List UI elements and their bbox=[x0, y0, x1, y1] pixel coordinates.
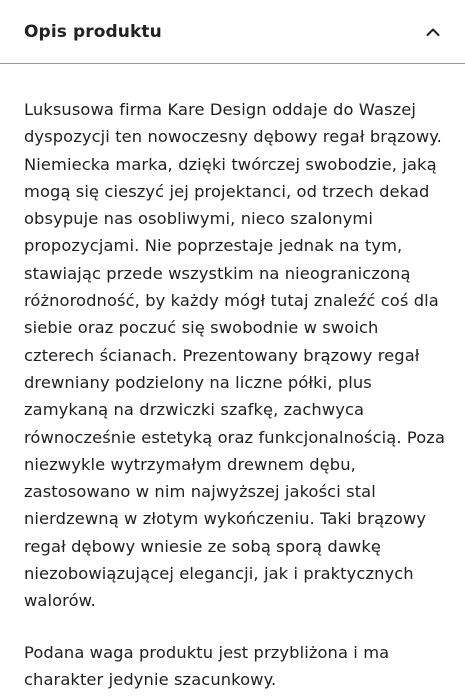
description-paragraph: Luksusowa firma Kare Design oddaje do Waszej dyspozycji ten nowoczesny dębowy regał brązowy. Niemiecka marka, dzięki twórczej swobodzie, jaką mogą się cieszyć jej projektanci, od trzech dekad obsypuje nas osobliwymi, nieco szalonymi propozycjami. Nie poprzestaje jednak na tym, stawiając przede wszystkim na nieograniczoną różnorodność, by każdy mógł tutaj znaleźć coś dla siebie oraz poczuć się swobodnie w swoich czterech ścianach. Prezentowany brązowy regał drewniany podzielony na liczne półki, plus zamykaną na drzwiczki szafkę, zachwyca równocześnie estetyką oraz funkcjonalnością. Poza niezwykle wytrzymałym drewnem dębu, zastosowano w nim najwyższej jakości stal nierdzewną w złotym wykończeniu. Taki brązowy regał dębowy wniesie ze sobą sporą dawkę niezobowiązującej elegancji, jak i praktycznych walorów. bbox=[24, 100, 446, 611]
product-description bbox=[24, 96, 449, 693]
accordion-title: Opis produktu bbox=[24, 21, 162, 42]
weight-note-paragraph: Podana waga produktu jest przybliżona i ma charakter jedynie szacunkowy. bbox=[24, 642, 390, 689]
accordion-header-opis-produktu[interactable] bbox=[0, 0, 465, 64]
chevron-up-icon[interactable] bbox=[425, 24, 441, 40]
chevron-up-icon-svg bbox=[425, 24, 441, 40]
